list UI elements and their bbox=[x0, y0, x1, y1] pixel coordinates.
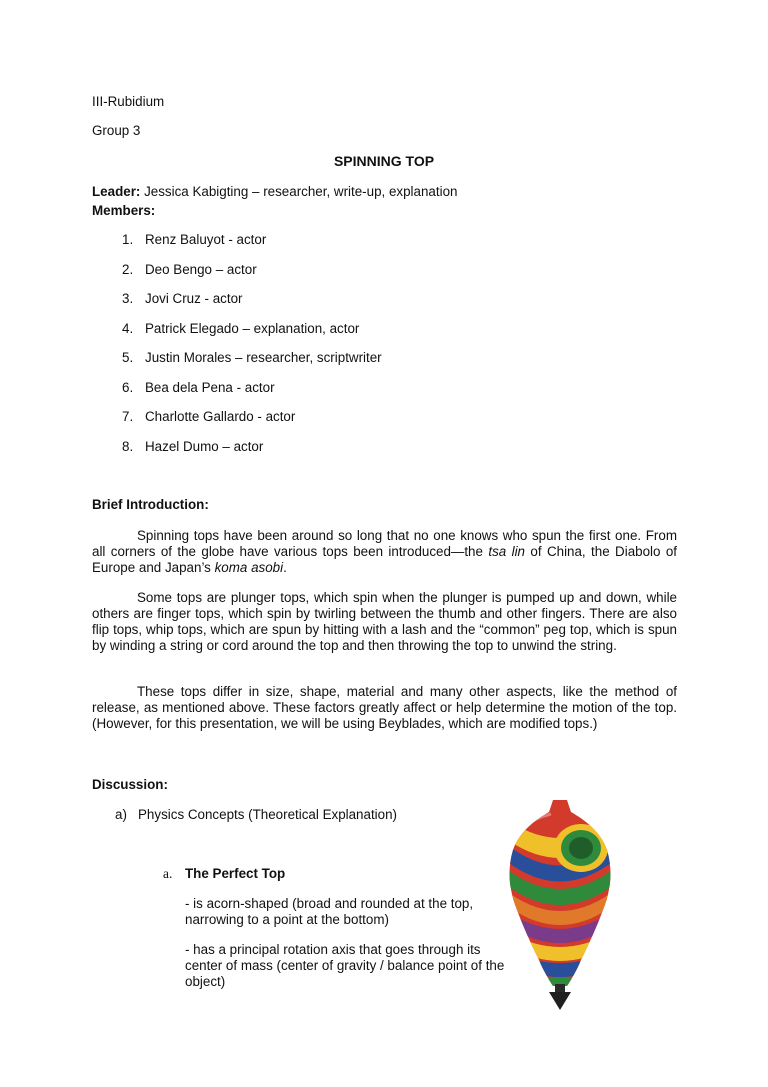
document-title: SPINNING TOP bbox=[333, 153, 435, 169]
paragraph-text: These tops differ in size, shape, material and many other aspects, like the method of release, as mentioned above. These factors greatly affect or help determine the motion of the top. (However, for this presentation, we will be using Beyblades, which are modified tops.) bbox=[92, 684, 677, 731]
list-number: 2. bbox=[122, 261, 134, 277]
intro-paragraph-2 bbox=[92, 590, 677, 654]
member-name: Renz Baluyot - actor bbox=[145, 232, 267, 247]
list-number: 8. bbox=[122, 438, 134, 454]
intro-heading: Brief Introduction: bbox=[92, 497, 209, 512]
emphasis-text: tsa lin bbox=[488, 544, 525, 559]
subsection-text: Physics Concepts (Theoretical Explanation) bbox=[138, 807, 398, 822]
subsection-physics-concepts bbox=[115, 807, 397, 822]
item-title: The Perfect Top bbox=[185, 866, 286, 881]
list-item bbox=[122, 439, 382, 469]
paragraph-text: . bbox=[283, 560, 287, 575]
list-item bbox=[122, 380, 382, 410]
list-number: 4. bbox=[122, 320, 134, 336]
member-name: Patrick Elegado – explanation, actor bbox=[145, 320, 360, 336]
list-item bbox=[122, 321, 382, 351]
item-label: a. bbox=[163, 866, 173, 881]
paragraph-text: Spinning tops have been around so long that no one knows who spun the first one. From all corners of the globe have various tops been introduced—the bbox=[92, 528, 677, 559]
leader-label: Leader: bbox=[92, 184, 141, 199]
list-item bbox=[122, 409, 382, 439]
member-name: Bea dela Pena - actor bbox=[145, 379, 275, 395]
member-name: Jovi Cruz - actor bbox=[145, 291, 243, 306]
list-item bbox=[122, 291, 382, 321]
perfect-top-item bbox=[163, 866, 285, 882]
member-name: Hazel Dumo – actor bbox=[145, 438, 264, 454]
paragraph-text: Some tops are plunger tops, which spin when the plunger is pumped up and down, while others are finger tops, which spin by twirling between the thumb and other fingers. There are also flip tops, whip tops, which are spun by hitting with a lash and the “common” peg top, which is spun by winding a string or cord around the top and then throwing the top to unwind the string. bbox=[92, 590, 677, 653]
members-list bbox=[122, 232, 382, 468]
members-heading: Members: bbox=[92, 203, 156, 218]
member-name: Charlotte Gallardo - actor bbox=[145, 409, 296, 424]
member-name: Justin Morales – researcher, scriptwriter bbox=[145, 350, 382, 365]
subsection-label: a) bbox=[115, 807, 127, 822]
class-name: III-Rubidium bbox=[92, 94, 165, 109]
group-number: Group 3 bbox=[92, 123, 141, 138]
leader-text: Jessica Kabigting – researcher, write-up, explanation bbox=[140, 184, 458, 199]
intro-paragraph-1 bbox=[92, 528, 677, 576]
list-number: 3. bbox=[122, 291, 134, 306]
intro-paragraph-3 bbox=[92, 684, 677, 732]
leader-line bbox=[92, 184, 457, 199]
list-number: 7. bbox=[122, 409, 134, 424]
discussion-heading: Discussion: bbox=[92, 777, 168, 792]
list-item bbox=[122, 262, 382, 292]
list-item bbox=[122, 232, 382, 262]
perfect-top-desc-2: - has a principal rotation axis that goes through its center of mass (center of gravity / balance point of the object) bbox=[185, 942, 505, 989]
perfect-top-desc-1: - is acorn-shaped (broad and rounded at the top, narrowing to a point at the bottom) bbox=[185, 896, 474, 927]
emphasis-text: koma asobi bbox=[214, 560, 284, 575]
list-number: 1. bbox=[122, 232, 134, 247]
member-name: Deo Bengo – actor bbox=[145, 261, 257, 277]
spinning-top-image bbox=[505, 798, 615, 1013]
list-item bbox=[122, 350, 382, 380]
list-number: 5. bbox=[122, 350, 134, 365]
list-number: 6. bbox=[122, 379, 134, 395]
paragraph-text: of China, the Diabolo of Europe and Japan’s bbox=[92, 544, 678, 575]
